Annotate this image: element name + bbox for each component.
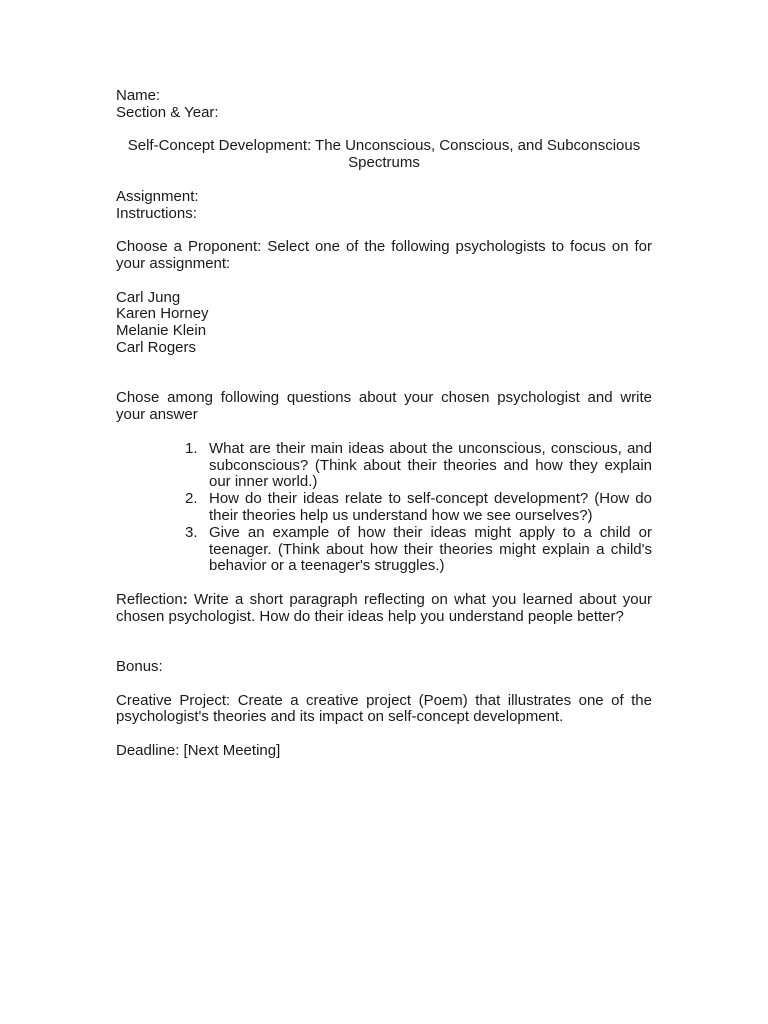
title-line-2: Spectrums [348, 154, 420, 172]
questions-intro: Chose among following questions about your chosen psychologist and write your answer [116, 389, 652, 424]
spacer [116, 642, 652, 659]
reflection-label: Reflection [116, 590, 183, 608]
spacer [116, 374, 652, 391]
document-page [116, 88, 652, 760]
spacer [116, 122, 652, 139]
proponent-instruction: Choose a Proponent: Select one of the following psychologists to focus on for your assignment: [116, 238, 652, 272]
question-item [185, 490, 652, 525]
title-line-1: Self-Concept Development: The Unconscious, Conscious, and Subconscious [127, 137, 641, 155]
question-item [185, 439, 652, 491]
assignment-label: Assignment: [116, 187, 199, 205]
spacer [116, 424, 652, 441]
questions-list [116, 441, 652, 575]
instructions-label: Instructions: [116, 204, 197, 222]
question-text: What are their main ideas about the unconscious, conscious, and subconscious? (Think about their theories and how they explain our inner world.) [209, 439, 652, 491]
spacer [116, 676, 652, 693]
creative-project-paragraph: Creative Project: Create a creative project (Poem) that illustrates one of the psychologist's theories and its impact on self-concept development. [116, 691, 652, 726]
psychologist-item: Melanie Klein [116, 322, 207, 340]
spacer [116, 357, 652, 374]
spacer [116, 575, 652, 592]
question-text: Give an example of how their ideas might apply to a child or teenager. (Think about how their theories might explain a child's behavior or a teenager's struggles.) [209, 523, 652, 575]
question-number: 3. [185, 523, 198, 541]
spacer [116, 172, 652, 189]
deadline-text: Deadline: [Next Meeting] [116, 742, 281, 760]
psychologist-item: Carl Rogers [116, 338, 197, 356]
question-number: 1. [185, 439, 198, 457]
section-year-label: Section & Year: [116, 103, 219, 121]
question-text: How do their ideas relate to self-concept development? (How do their theories help us understand how we see ourselves?) [209, 490, 652, 524]
psychologist-list [116, 290, 652, 357]
question-item [185, 523, 652, 575]
name-label: Name: [116, 87, 161, 104]
spacer [116, 726, 652, 743]
reflection-text: Write a short paragraph reflecting on what you learned about your chosen psychologist. How do their ideas help you understand people better? [116, 590, 652, 625]
question-number: 2. [185, 490, 198, 508]
psychologist-item: Karen Horney [116, 305, 209, 323]
spacer [116, 273, 652, 290]
spacer [116, 222, 652, 239]
psychologist-item: Carl Jung [116, 288, 181, 306]
reflection-paragraph [116, 592, 652, 626]
document-title [116, 138, 652, 172]
spacer [116, 626, 652, 643]
bonus-label: Bonus: [116, 658, 163, 676]
reflection-colon: : [182, 590, 188, 608]
